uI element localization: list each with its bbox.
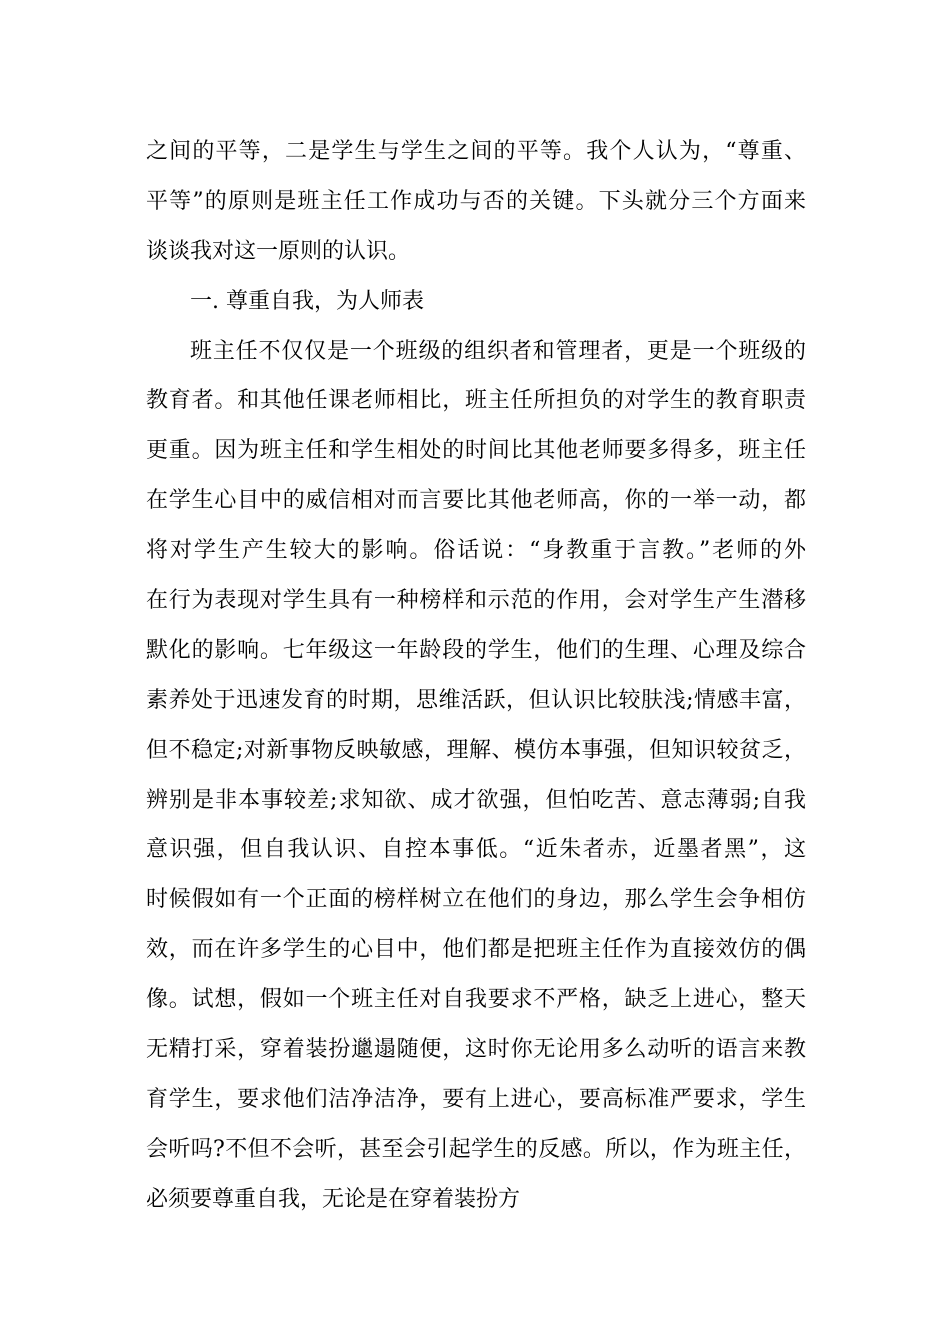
text-line: 像。试想，假如一个班主任对自我要求不严格，缺乏上进心，整天 (146, 987, 806, 1013)
text-line: 在行为表现对学生具有一种榜样和示范的作用，会对学生产生潜移 (146, 588, 806, 614)
text-line: 教育者。和其他任课老师相比，班主任所担负的对学生的教育职责 (146, 388, 806, 414)
text-line: 意识强，但自我认识、自控本事低。“近朱者赤，近墨者黑”，这 (146, 837, 806, 863)
text-line: 之间的平等，二是学生与学生之间的平等。我个人认为，“尊重、 (146, 139, 806, 164)
text-line: 效，而在许多学生的心目中，他们都是把班主任作为直接效仿的偶 (146, 937, 806, 963)
text-line: 但不稳定;对新事物反映敏感，理解、模仿本事强，但知识较贫乏， (146, 737, 806, 763)
paragraph-first-line: 班主任不仅仅是一个班级的组织者和管理者，更是一个班级的 (190, 338, 806, 364)
text-line: 育学生，要求他们洁净洁净，要有上进心，要高标准严要求，学生 (146, 1086, 806, 1112)
text-line: 素养处于迅速发育的时期，思维活跃，但认识比较肤浅;情感丰富， (146, 687, 806, 713)
text-line: 谈谈我对这一原则的认识。 (146, 238, 411, 264)
text-line: 默化的影响。七年级这一年龄段的学生，他们的生理、心理及综合 (146, 637, 806, 663)
body-text (146, 127, 806, 1225)
text-line: 更重。因为班主任和学生相处的时间比其他老师要多得多，班主任 (146, 438, 806, 464)
text-line: 会听吗?不但不会听，甚至会引起学生的反感。所以，作为班主任， (146, 1136, 806, 1162)
text-line: 辨别是非本事较差;求知欲、成才欲强，但怕吃苦、意志薄弱;自我 (146, 787, 806, 813)
text-line: 将对学生产生较大的影响。俗话说：“身教重于言教。”老师的外 (146, 538, 806, 564)
text-line: 在学生心目中的威信相对而言要比其他老师高，你的一举一动，都 (146, 488, 806, 514)
text-line: 平等”的原则是班主任工作成功与否的关键。下头就分三个方面来 (146, 188, 806, 214)
text-line: 时候假如有一个正面的榜样树立在他们的身边，那么学生会争相仿 (146, 887, 806, 913)
section-heading: 一. 尊重自我，为人师表 (190, 288, 424, 314)
text-line: 必须要尊重自我，无论是在穿着装扮方 (146, 1186, 521, 1212)
text-line: 无精打采，穿着装扮邋遢随便，这时你无论用多么动听的语言来教 (146, 1037, 806, 1063)
